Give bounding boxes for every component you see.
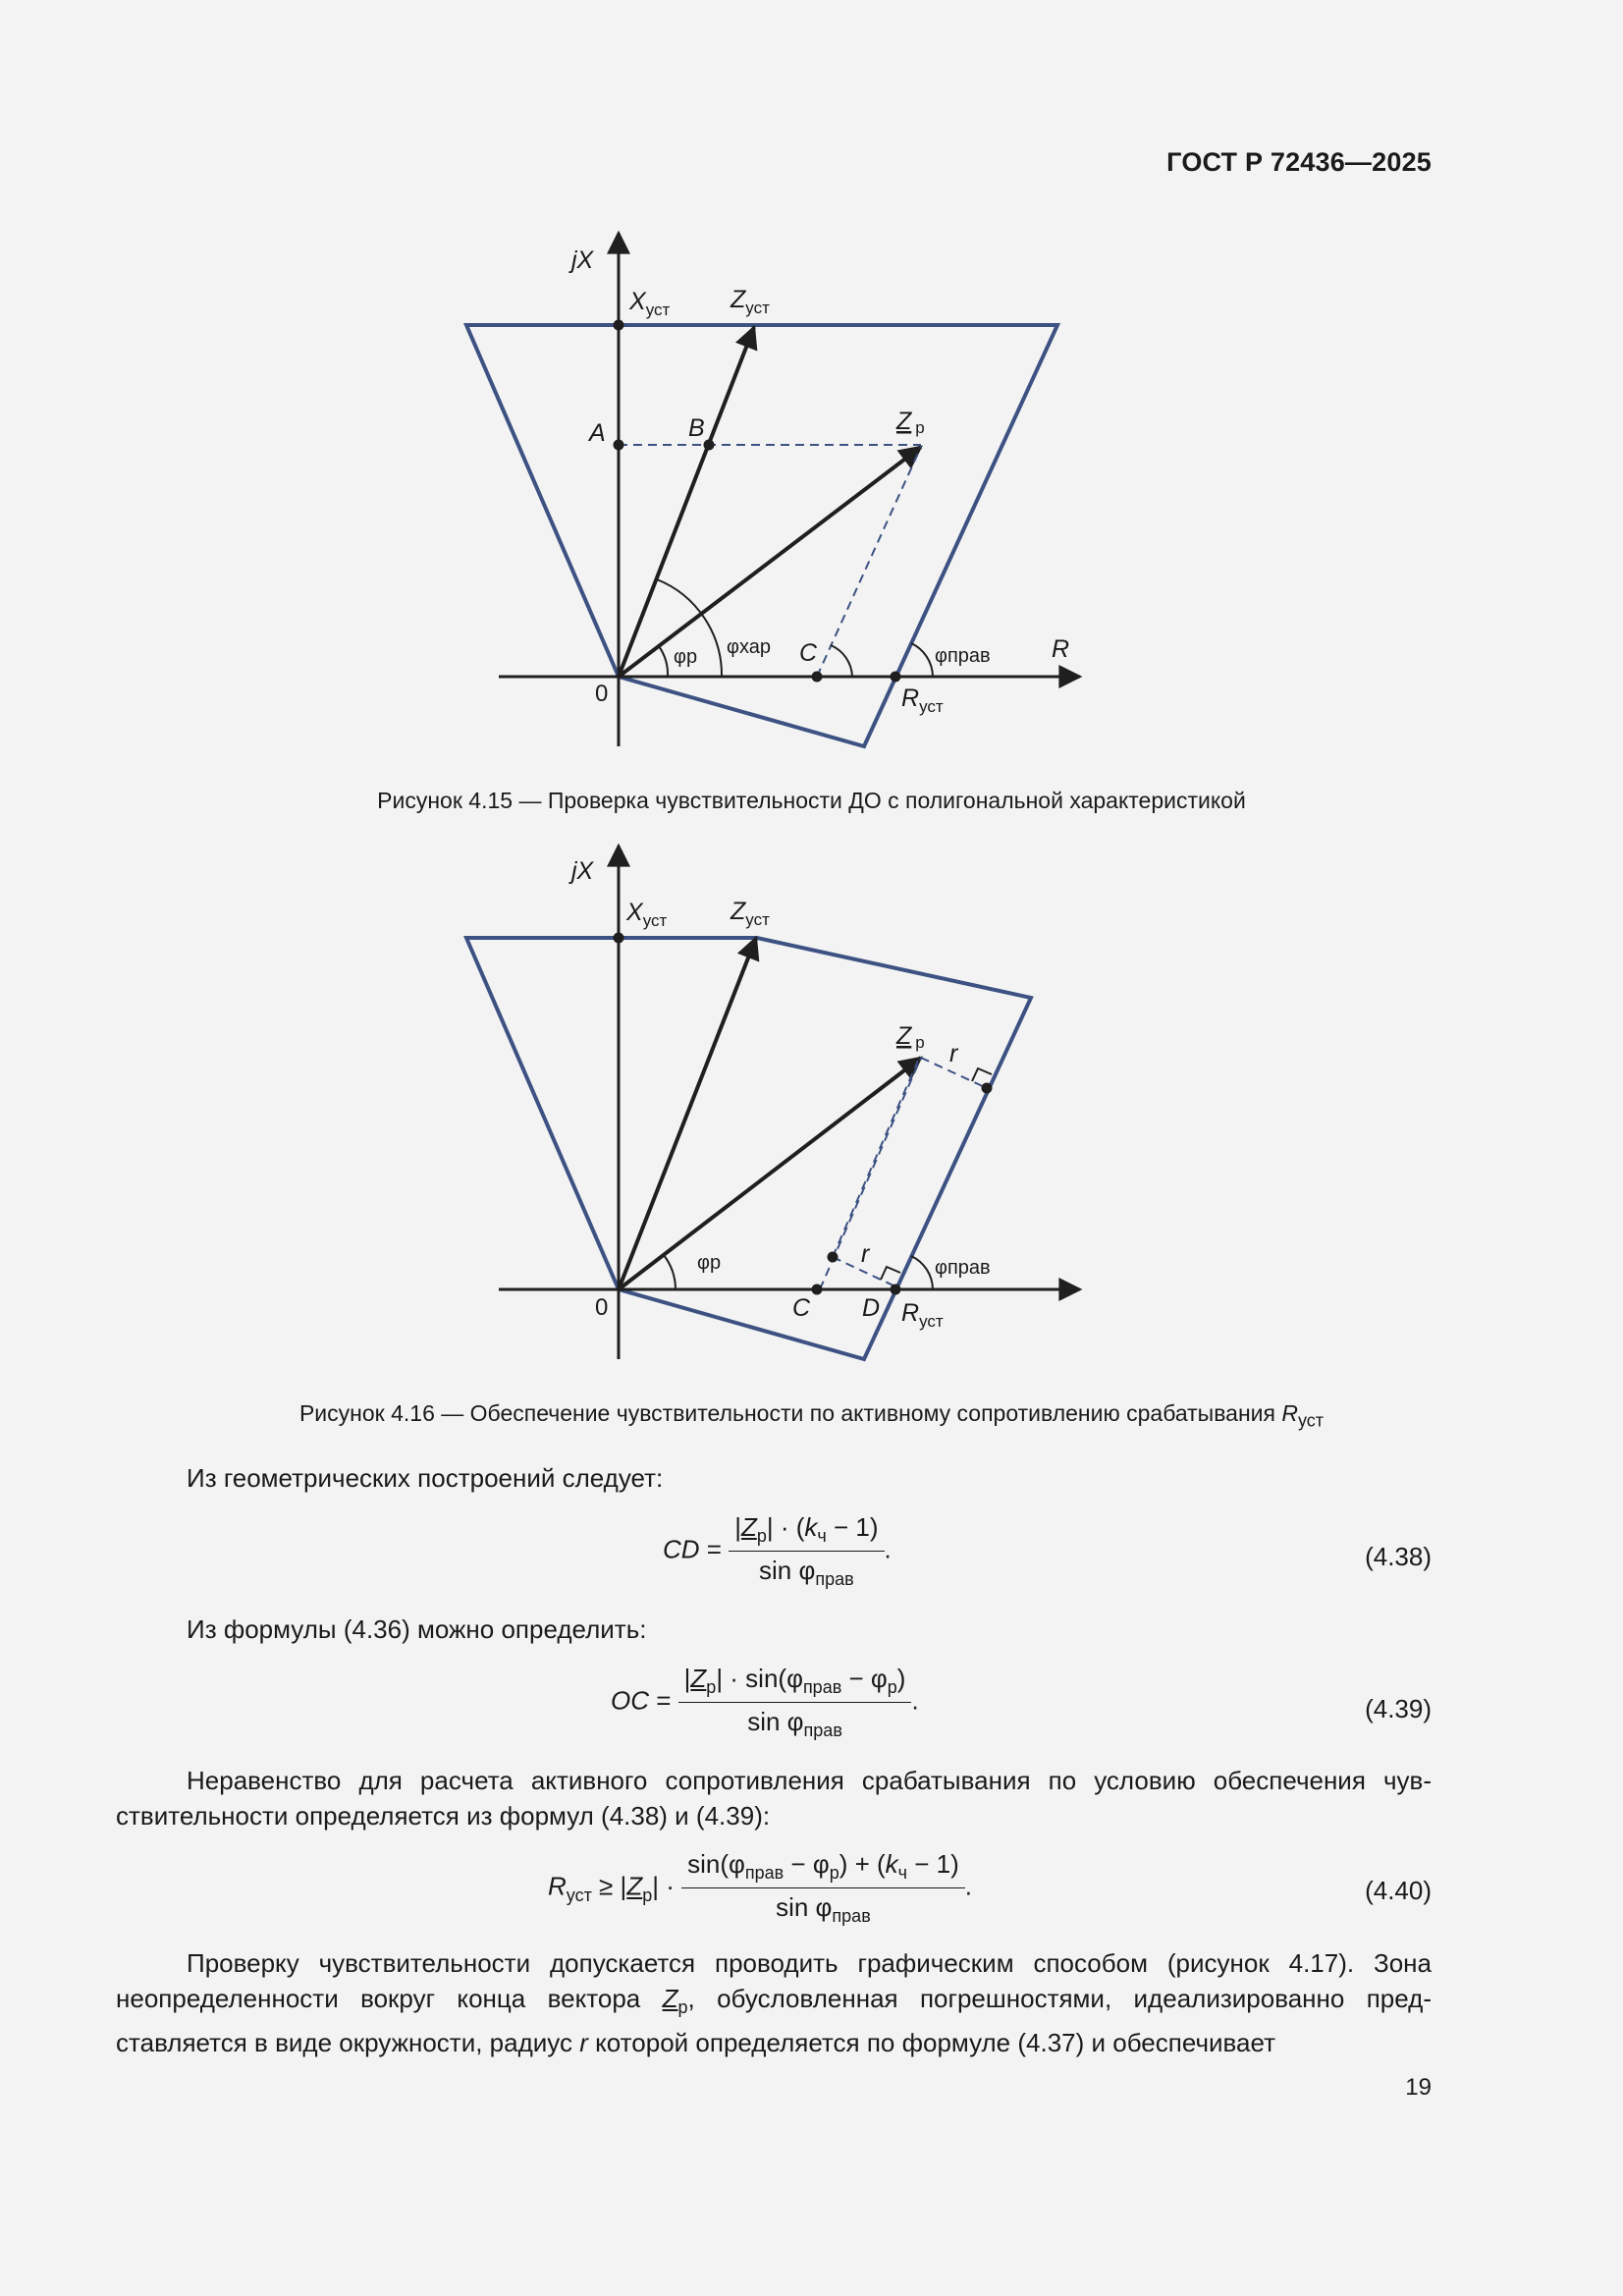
- arc-phi-prav: [911, 1256, 933, 1289]
- arc-phi-prav: [911, 643, 933, 677]
- label-r-bottom: r: [861, 1240, 870, 1268]
- label-phi-prav: φправ: [935, 1257, 991, 1279]
- equation-number-4-38: (4.38): [1365, 1542, 1432, 1571]
- point-c: [812, 672, 823, 683]
- dashed-parallel: [833, 1061, 918, 1257]
- paragraph-3: Неравенство для расчета активного сопротивления срабатывания по условию обеспечения чувствительности определяется из формул (4.38) и (4.39):: [116, 1766, 1432, 1831]
- right-angle-bottom: [881, 1267, 900, 1280]
- point-r-top: [982, 1083, 993, 1094]
- point-d: [891, 1285, 901, 1295]
- label-zp: Z р: [896, 1022, 925, 1052]
- point-a: [614, 440, 624, 451]
- label-jx: jX: [571, 857, 594, 885]
- point-x-ust: [614, 320, 624, 331]
- characteristic-polygon: [466, 938, 1031, 1359]
- label-d: D: [862, 1294, 881, 1322]
- figure-4-15: [0, 216, 1623, 766]
- standard-header: ГОСТ Р 72436—2025: [1166, 147, 1432, 177]
- page-number: 19: [1405, 2074, 1432, 2101]
- label-c: C: [792, 1294, 811, 1322]
- characteristic-polygon: [466, 325, 1057, 746]
- label-phi-har: φхар: [727, 636, 771, 658]
- label-r-ust: $R_{уст}$: [901, 684, 944, 716]
- figure-4-16: [0, 830, 1623, 1380]
- equation-4-40: $R_{уст} \ge |Z_р|$ · $\frac{\sin(\varphi_{прав} - \varphi_р) + (k_ч - 1)}{\sin \varphi_{прав}}$ .: [548, 1849, 973, 1927]
- arc-phi-p: [659, 646, 668, 677]
- equation-number-4-40: (4.40): [1365, 1876, 1432, 1905]
- label-b: B: [688, 414, 705, 442]
- label-r-axis: R: [1052, 635, 1070, 663]
- figure-4-15-caption: Рисунок 4.15 — Проверка чувствительности ДО с полигональной характеристикой: [377, 788, 1246, 813]
- label-x-ust: $X_{уст}$: [629, 288, 671, 319]
- point-r-ust: [891, 672, 901, 683]
- paragraph-2: Из формулы (4.36) можно определить:: [187, 1614, 647, 1644]
- label-z-ust: $Z_{уст}$: [730, 286, 770, 317]
- figure-4-16-caption: Рисунок 4.16 — Обеспечение чувствительности по активному сопротивлению срабатывания $R_{уст}$: [298, 1400, 1325, 1431]
- paragraph-1: Из геометрических построений следует:: [187, 1463, 664, 1493]
- label-z-ust: $Z_{уст}$: [730, 898, 770, 929]
- label-r-ust: $R_{уст}$: [901, 1299, 944, 1331]
- equation-4-39: OC = $\frac{|Z_р| \cdot \sin(\varphi_{прав} - \varphi_р)}{\sin \varphi_{прав}}$ .: [611, 1664, 919, 1741]
- right-angle-top: [972, 1068, 992, 1081]
- label-c: C: [799, 639, 818, 667]
- paragraph-4: Проверку чувствительности допускается проводить графическим способом (рисунок 4.17). Зона неопределенности вокруг конца вектора $Z_р$, обусловленная погрешностями, идеализированно представляется в виде окружности, радиус r которой определяется по формуле (4.37) и обеспечивает: [116, 1948, 1432, 2058]
- equation-4-38: CD = $\frac{|Z_р| \cdot (k_ч - 1)}{\sin \varphi_{прав}}$ .: [663, 1512, 892, 1590]
- point-b: [704, 440, 715, 451]
- arc-phi-p: [664, 1255, 676, 1289]
- label-zero: 0: [595, 681, 609, 707]
- point-r-bottom: [828, 1252, 839, 1263]
- label-zp: Z р: [896, 408, 925, 437]
- arc-phi-c: [831, 645, 852, 677]
- label-r-top: r: [949, 1040, 958, 1067]
- dashed-c: [817, 447, 921, 677]
- label-phi-p: φр: [697, 1252, 722, 1274]
- label-a: A: [589, 419, 606, 447]
- point-x-ust: [614, 933, 624, 944]
- label-phi-p: φр: [674, 646, 698, 668]
- label-x-ust: $X_{уст}$: [626, 899, 668, 930]
- label-phi-prav: φправ: [935, 645, 991, 667]
- label-zero: 0: [595, 1294, 609, 1321]
- label-jx: jX: [571, 246, 594, 274]
- point-c: [812, 1285, 823, 1295]
- equation-number-4-39: (4.39): [1365, 1694, 1432, 1723]
